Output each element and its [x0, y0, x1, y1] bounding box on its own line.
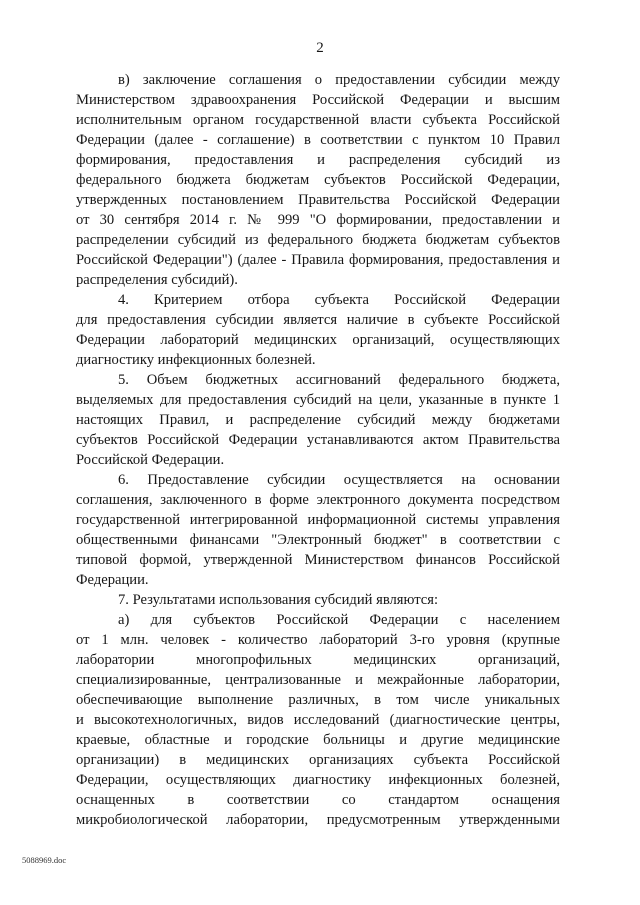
text-line: 7. Результатами использования субсидий являются:: [118, 592, 439, 608]
text-line: для предоставления субсидии является наличие в субъекте Российской: [76, 312, 560, 328]
text-line: лаборатории многопрофильных медицинских организаций,: [76, 652, 560, 668]
text-line: формирования, предоставления и распределения субсидий из: [76, 152, 560, 168]
text-line: распределении субсидий из федерального бюджета бюджетам субъектов: [76, 232, 560, 248]
text-line: выделяемых для предоставления субсидий на цели, указанные в пункте 1: [76, 392, 560, 408]
text-line: диагностику инфекционных болезней.: [76, 352, 316, 368]
text-line: государственной интегрированной информационной системы управления: [76, 512, 560, 528]
text-line: Федерации лабораторий медицинских организаций, осуществляющих: [76, 332, 560, 348]
text-line: Министерством здравоохранения Российской Федерации и высшим: [76, 92, 560, 108]
text-line: утвержденных постановлением Правительства Российской Федерации: [76, 192, 560, 208]
text-line: а) для субъектов Российской Федерации с населением: [118, 612, 560, 628]
text-line: оснащенных в соответствии со стандартом оснащения: [76, 792, 560, 808]
text-line: общественными финансами "Электронный бюджет" в соответствии с: [76, 532, 560, 548]
text-line: специализированные, централизованные и межрайонные лаборатории,: [76, 672, 560, 688]
text-line: федерального бюджета бюджетам субъектов Российской Федерации,: [76, 172, 560, 188]
text-line: обеспечивающие выполнение различных, в том числе уникальных: [76, 692, 560, 708]
text-line: Федерации.: [76, 572, 149, 588]
text-line: и высокотехнологичных, видов исследований (диагностические центры,: [76, 712, 560, 728]
text-line: микробиологической лаборатории, предусмотренным утвержденными: [76, 812, 560, 828]
text-line: организации) в медицинских организациях субъекта Российской: [76, 752, 560, 768]
text-line: 5. Объем бюджетных ассигнований федерального бюджета,: [118, 372, 560, 388]
text-line: Российской Федерации") (далее - Правила формирования, предоставления и: [76, 252, 560, 268]
text-line: краевые, областные и городские больницы и другие медицинские: [76, 732, 560, 748]
text-line: Федерации (далее - соглашение) в соответствии с пунктом 10 Правил: [76, 132, 560, 148]
text-line: типовой формой, утвержденной Министерством финансов Российской: [76, 552, 560, 568]
file-name-footer: 5088969.doc: [22, 855, 67, 865]
page-number: 2: [316, 40, 324, 56]
text-line: субъектов Российской Федерации устанавливаются актом Правительства: [76, 432, 560, 448]
text-line: от 1 млн. человек - количество лабораторий 3-го уровня (крупные: [76, 632, 560, 648]
text-line: 6. Предоставление субсидии осуществляется на основании: [118, 472, 560, 488]
text-line: распределения субсидий).: [76, 272, 238, 288]
text-line: соглашения, заключенного в форме электронного документа посредством: [76, 492, 560, 508]
text-line: исполнительным органом государственной власти субъекта Российской: [76, 112, 560, 128]
text-line: от 30 сентября 2014 г. № 999 "О формировании, предоставлении и: [76, 212, 560, 228]
document-body: [76, 70, 560, 830]
text-line: в) заключение соглашения о предоставлении субсидии между: [118, 72, 560, 88]
text-line: Российской Федерации.: [76, 452, 225, 468]
text-line: 4. Критерием отбора субъекта Российской Федерации: [118, 292, 560, 308]
text-line: настоящих Правил, и распределение субсидий между бюджетами: [76, 412, 560, 428]
text-line: Федерации, осуществляющих диагностику инфекционных болезней,: [76, 772, 560, 788]
